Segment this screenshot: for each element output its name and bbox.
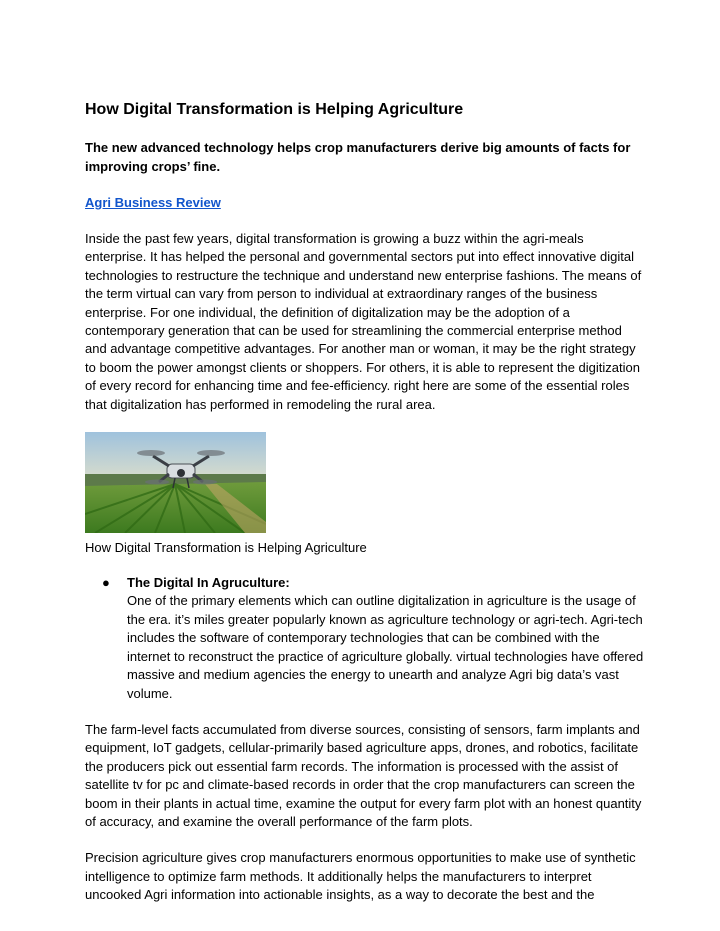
intro-paragraph: Inside the past few years, digital transformation is growing a buzz within the agri-meals enterprise. It has helped the personal and governmental sectors put into effect innovative digital technologies to restructure the technique and understand new enterprise fashions. The means of the term virtual can vary from person to individual at extraordinary ranges of the business enterprise. For one individual, the definition of digitalization may be the adoption of a contemporary generation that can be used for streamlining the commercial enterprise method and advantage competitive advantages. For another man or woman, it may be the right strategy to boom the power amongst clients or shoppers. For others, it is able to represent the digitization of every record for enhancing time and fee-efficiency. right here are some of the essential roles that digitalization has performed in remodeling the rural area.	[85, 231, 642, 412]
image-caption: How Digital Transformation is Helping Agriculture	[85, 540, 367, 556]
bullet-marker: ●	[102, 575, 110, 591]
article-subtitle: The new advanced technology helps crop manufacturers derive big amounts of facts for improving crops’ fine.	[85, 140, 631, 174]
bullet-list	[85, 574, 645, 703]
paragraph-2: The farm-level facts accumulated from diverse sources, consisting of sensors, farm implants and equipment, IoT gadgets, cellular-primarily based agriculture apps, drones, and robotics, facilitate the producers pick out essential farm records. The information is processed with the assist of satellite tv for pc and climate-based records in order that the crop manufacturers can screen the boom in their plants in actual time, examine the output for every farm plot with an honest quantity of accuracy, and examine the overall performance of the farm plots.	[85, 721, 642, 829]
article-body	[85, 100, 645, 905]
source-link[interactable]: Agri Business Review	[85, 195, 221, 210]
bullet-heading: The Digital In Agruculture:	[127, 575, 290, 591]
list-item	[85, 574, 645, 703]
drone-field-photo	[85, 432, 266, 533]
article-title: How Digital Transformation is Helping Agriculture	[85, 101, 464, 118]
bullet-body: One of the primary elements which can outline digitalization in agriculture is the usage of the era. it’s miles greater popularly known as agriculture technology or agri-tech. Agri-tech includes the software of contemporary technologies that can be combined with the internet to reconstruct the practice of agriculture globally. virtual technologies have offered massive and medium agencies the energy to unearth and analyze Agri big data’s vast volume.	[127, 593, 644, 701]
paragraph-3: Precision agriculture gives crop manufacturers enormous opportunities to make use of synthetic intelligence to optimize farm methods. It additionally helps the manufacturers to interpret uncooked Agri information into actionable insights, as a way to decorate the best and the	[85, 850, 636, 903]
